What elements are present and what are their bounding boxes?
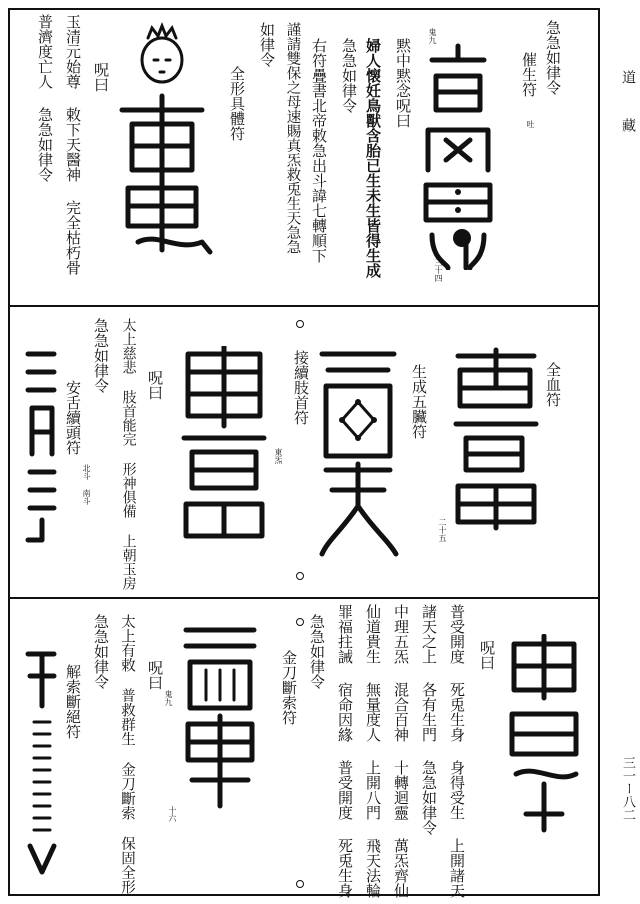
p2-col4-text: 太上慈悲 肢首能完 形神俱備 上朝玉房 — [120, 318, 137, 590]
p3-col9-text: 呪曰 — [146, 660, 164, 690]
talisman-joint-figure — [178, 346, 270, 542]
p1-col2-note: 吐 — [526, 120, 535, 128]
panel-divider-1 — [8, 305, 600, 307]
p3-col7-text: 急急如律令 — [308, 614, 326, 689]
p2-col6-text: 急急如律令 — [92, 318, 110, 393]
talisman-blood-figure — [450, 346, 542, 534]
binding-hole — [296, 618, 304, 626]
p1-fig-note-bottom: 三十四 — [434, 258, 443, 282]
p2-col2-title: 生成五臟符 — [410, 364, 428, 439]
binding-hole — [296, 572, 304, 580]
p3-col11-text: 急急如律令 — [92, 614, 110, 689]
p3-col10-text: 太上有敕 普救群生 金刀斷索 保固全形 — [119, 614, 135, 894]
p3-col1-text: 呪曰 — [478, 640, 496, 670]
talisman-five-organs-figure — [312, 340, 404, 560]
p1-col10-text: 呪曰 — [92, 62, 110, 92]
p1-col8-text: 如律令 — [258, 22, 276, 67]
talisman-human-figure — [118, 20, 214, 290]
talisman-gold-knife-figure — [506, 634, 582, 834]
p1-col5-text: 急急如律令 — [340, 38, 358, 113]
p3-col6-text: 罪福拄誡 宿命因緣 普受開度 死兎生身 — [336, 604, 354, 898]
side-book-label: 道 — [620, 70, 636, 84]
p2-col1-title: 全血符 — [544, 362, 562, 407]
p2-col7-note: 北斗 南斗 — [82, 464, 91, 505]
side-collection-label: 藏 — [620, 118, 636, 132]
p2-col5-text: 呪曰 — [146, 370, 164, 400]
p2-col7-title: 安舌續頭符 — [64, 380, 82, 455]
p3-col2-text: 普受開度 死兎生身 身得受生 上開諸天 — [448, 604, 466, 898]
p3-fig-note-bottom: 十六 — [168, 806, 177, 822]
binding-hole — [296, 320, 304, 328]
talisman-cut-rope-figure — [178, 620, 262, 810]
p1-col1-text: 急急如律令 — [544, 20, 562, 95]
p1-col11-text: 玉清元始尊 敕下天醫神 完全枯朽骨 — [64, 14, 82, 275]
p1-col7-text: 謹請雙保之母速賜真炁救兎生天急急 — [284, 22, 301, 254]
p1-col4-text: 婦人懐妊鳥獸含胎已生未生皆得生成 — [364, 38, 382, 278]
p3-col4-text: 中理五炁 混合百神 十轉迴靈 萬炁齊仙 — [392, 604, 410, 898]
p1-col2-title: 催生符 — [520, 52, 538, 97]
p1-col9-title: 全形具體符 — [228, 66, 246, 141]
side-page-number: 三一ー八二 — [620, 756, 635, 821]
p3-fig-note-top: 鬼九 — [164, 690, 173, 706]
p3-col3-text: 諸天之上 各有生門 急急如律令 — [420, 604, 438, 835]
p3-col5-text: 仙道貴生 無量度人 上開八門 飛天法輪 — [364, 604, 382, 898]
p3-col8-title: 金刀斷索符 — [280, 650, 298, 725]
p2-col3-note: 東炁 — [274, 448, 283, 464]
p2-fig-note: 二十五 — [438, 518, 447, 542]
talisman-birth-figure — [418, 40, 498, 270]
p1-col6-text: 右符疊書北帝敕急出斗諱七轉順下 — [310, 38, 328, 263]
p2-col3-title: 接續肢首符 — [292, 350, 310, 425]
p1-fig-note-top: 鬼九 — [428, 28, 437, 44]
binding-hole — [296, 880, 304, 888]
p3-col12-title: 解索斷絕符 — [64, 664, 82, 739]
p1-col3-text: 黙中黙念呪曰 — [394, 38, 412, 128]
p1-col12-text: 普濟度亡人 急急如律令 — [36, 14, 54, 182]
talisman-head-figure — [24, 344, 60, 544]
panel-divider-2 — [8, 597, 600, 599]
talisman-release-figure — [24, 646, 60, 878]
